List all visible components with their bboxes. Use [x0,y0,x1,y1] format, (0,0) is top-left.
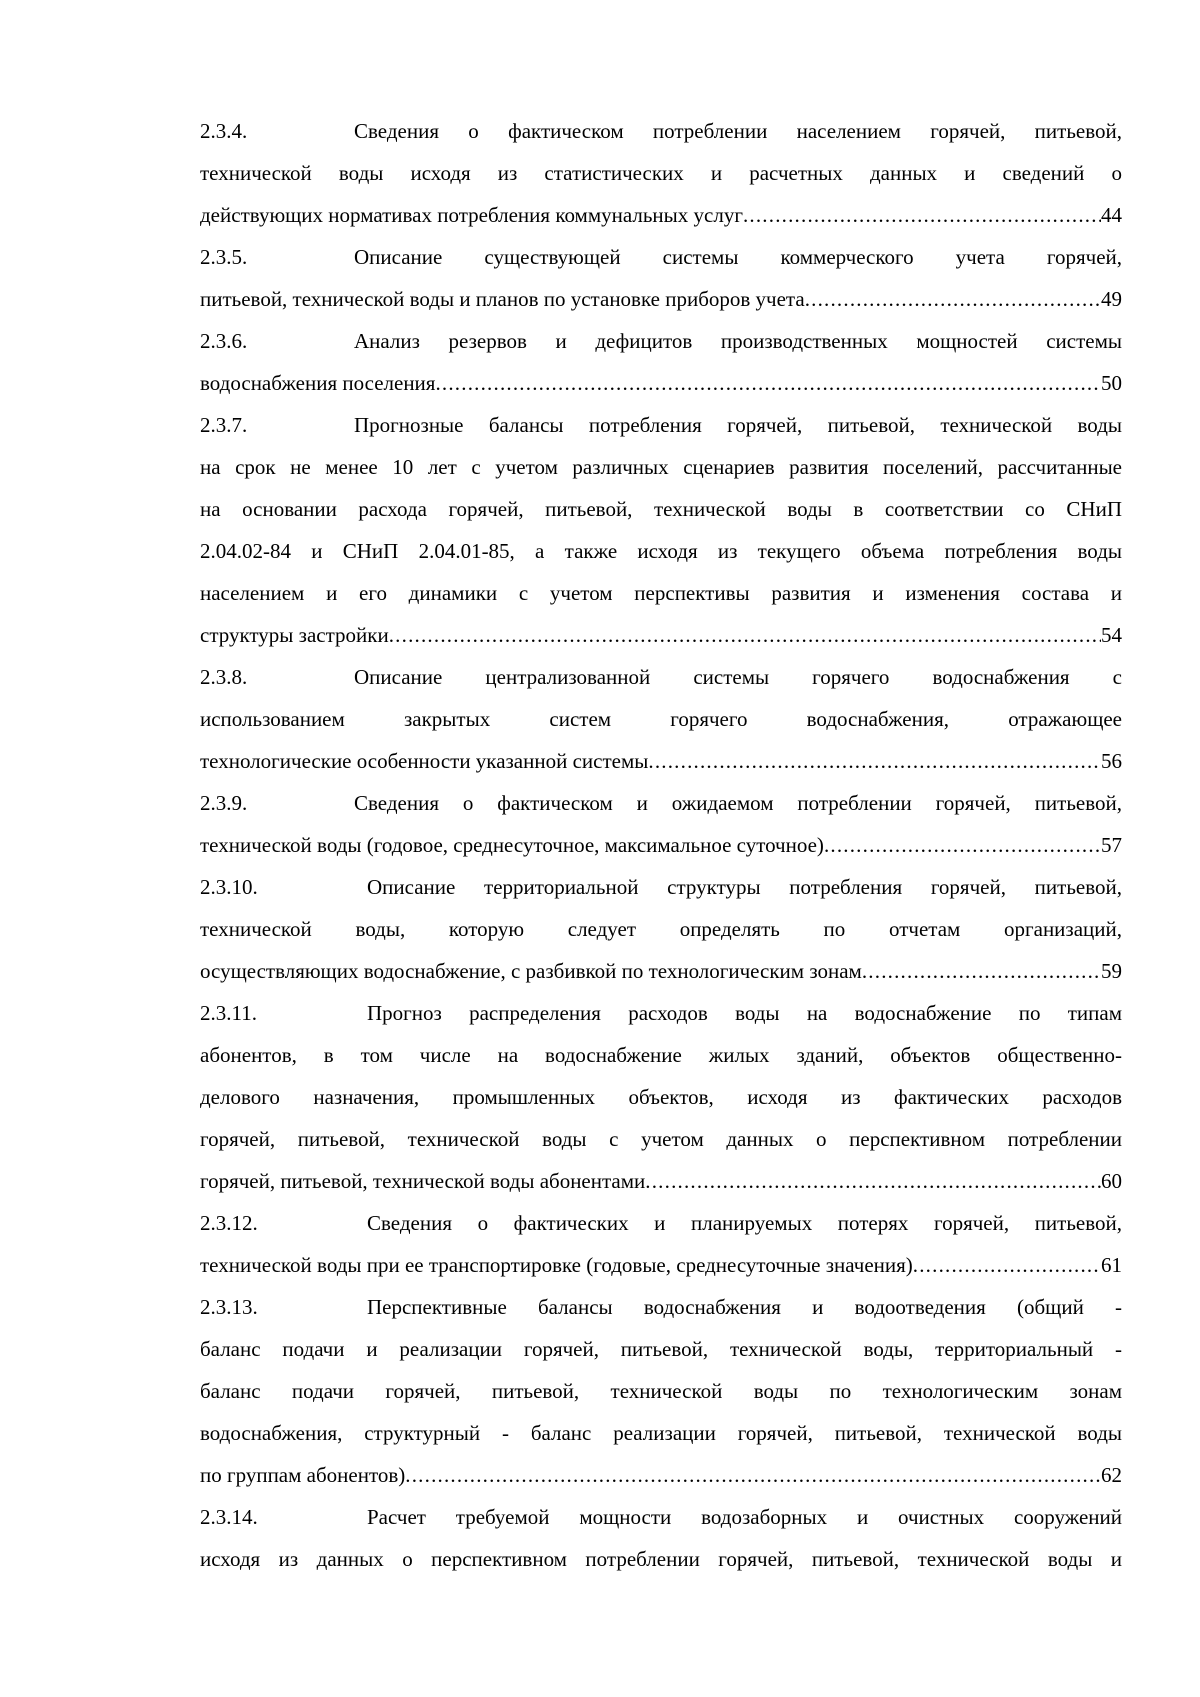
toc-entry-page-number[interactable]: 54 [1101,623,1122,647]
toc-entry-first-line [200,404,1122,446]
toc-entry[interactable] [200,656,1122,782]
toc-entry-last-line [200,950,1122,992]
toc-entry-page-number[interactable]: 56 [1101,749,1122,773]
toc-entry-first-line [200,236,1122,278]
toc-entry-title-text: делового назначения, промышленных объектов, исходя из фактических расходов [200,1085,1122,1109]
toc-entry-title-text: баланс подачи и реализации горячей, питьевой, технической воды, территориальный - [200,1337,1122,1361]
toc-entry-title-text: Описание территориальной структуры потребления горячей, питьевой, [367,875,1122,899]
toc-entry[interactable] [200,404,1122,656]
dot-leader [805,278,1101,320]
dot-leader [648,740,1101,782]
toc-entry-title-text: действующих нормативах потребления коммунальных услуг [200,203,743,227]
toc-entry-number: 2.3.9. [200,791,248,815]
toc-entry[interactable] [200,1286,1122,1496]
toc-entry-title-text: водоснабжения, структурный - баланс реализации горячей, питьевой, технической воды [200,1421,1122,1445]
toc-entry-number: 2.3.13. [200,1295,258,1319]
toc-entry-title-text: осуществляющих водоснабжение, с разбивкой по технологическим зонам [200,959,862,983]
toc-entry-last-line [200,740,1122,782]
toc-entry-title-text: Сведения о фактическом и ожидаемом потреблении горячей, питьевой, [354,791,1122,815]
toc-entry-title-text: исходя из данных о перспективном потреблении горячей, питьевой, технической воды и [200,1547,1122,1571]
toc-entry-title-text: Описание существующей системы коммерческого учета горячей, [354,245,1122,269]
toc-entry-title-text: абонентов, в том числе на водоснабжение жилых зданий, объектов общественно- [200,1043,1122,1067]
toc-entry-title-text: Прогнозные балансы потребления горячей, питьевой, технической воды [354,413,1122,437]
toc-entry-first-line [200,1286,1122,1328]
toc-entry-title-text: на срок не менее 10 лет с учетом различных сценариев развития поселений, рассчитанные [200,455,1122,479]
toc-entry-title-text: на основании расхода горячей, питьевой, технической воды в соответствии со СНиП [200,497,1122,521]
toc-entry-number: 2.3.5. [200,245,248,269]
toc-entry-title-text: технологические особенности указанной системы [200,749,649,773]
toc-entry[interactable] [200,1202,1122,1286]
toc-entry-title-text: горячей, питьевой, технической воды с учетом данных о перспективном потреблении [200,1127,1122,1151]
toc-entry-last-line [200,362,1122,404]
toc-entry-title-text: структуры застройки [200,623,389,647]
toc-entry-page-number[interactable]: 62 [1101,1463,1122,1487]
toc-entry[interactable] [200,866,1122,992]
toc-entry-title-text: по группам абонентов) [200,1463,406,1487]
table-of-contents [200,110,1122,1580]
toc-entry-title-text: Перспективные балансы водоснабжения и водоотведения (общий - [367,1295,1122,1319]
toc-entry-title-text: Описание централизованной системы горячего водоснабжения с [354,665,1122,689]
dot-leader [824,824,1101,866]
toc-entry-last-line [200,1454,1122,1496]
dot-leader [405,1454,1101,1496]
toc-entry-last-line [200,278,1122,320]
toc-entry[interactable] [200,992,1122,1202]
toc-entry-first-line [200,1496,1122,1538]
toc-entry-title-text: водоснабжения поселения [200,371,436,395]
toc-entry-title-text: 2.04.02-84 и СНиП 2.04.01-85, а также исходя из текущего объема потребления воды [200,539,1122,563]
toc-entry-first-line [200,320,1122,362]
toc-entry-title-text: технической воды исходя из статистических и расчетных данных и сведений о [200,161,1122,185]
toc-entry-page-number[interactable]: 57 [1101,833,1122,857]
toc-entry-page-number[interactable]: 60 [1101,1169,1122,1193]
toc-entry-number: 2.3.10. [200,875,258,899]
toc-entry-first-line [200,110,1122,152]
dot-leader [913,1244,1101,1286]
toc-entry[interactable] [200,110,1122,236]
toc-entry-page-number[interactable]: 50 [1101,371,1122,395]
toc-entry-last-line [200,1244,1122,1286]
toc-entry-page-number[interactable]: 59 [1101,959,1122,983]
toc-entry-number: 2.3.14. [200,1505,258,1529]
toc-entry-last-line [200,194,1122,236]
toc-entry-title-text: Расчет требуемой мощности водозаборных и очистных сооружений [367,1505,1122,1529]
toc-entry-page-number[interactable]: 44 [1101,203,1122,227]
toc-entry-last-line [200,614,1122,656]
toc-entry-number: 2.3.8. [200,665,248,689]
toc-entry-title-text: технической воды, которую следует определять по отчетам организаций, [200,917,1122,941]
dot-leader [645,1160,1101,1202]
dot-leader [435,362,1101,404]
toc-entry-title-text: Сведения о фактическом потреблении населением горячей, питьевой, [354,119,1122,143]
toc-entry-first-line [200,656,1122,698]
toc-entry-title-text: технической воды при ее транспортировке (годовые, среднесуточные значения) [200,1253,913,1277]
toc-entry-number: 2.3.12. [200,1211,258,1235]
toc-entry-number: 2.3.6. [200,329,248,353]
toc-entry[interactable] [200,236,1122,320]
toc-entry[interactable] [200,320,1122,404]
toc-entry-first-line [200,992,1122,1034]
toc-entry-number: 2.3.11. [200,1001,257,1025]
toc-entry-last-line [200,1160,1122,1202]
toc-entry-title-text: горячей, питьевой, технической воды абонентами [200,1169,646,1193]
toc-entry-title-text: Сведения о фактических и планируемых потерях горячей, питьевой, [367,1211,1122,1235]
toc-entry[interactable] [200,1496,1122,1580]
toc-entry-title-text: Анализ резервов и дефицитов производственных мощностей системы [354,329,1122,353]
toc-entry-last-line [200,824,1122,866]
toc-entry-first-line [200,782,1122,824]
toc-entry-title-text: технической воды (годовое, среднесуточное, максимальное суточное) [200,833,824,857]
toc-entry-number: 2.3.7. [200,413,248,437]
toc-entry-title-text: баланс подачи горячей, питьевой, технической воды по технологическим зонам [200,1379,1122,1403]
toc-entry[interactable] [200,782,1122,866]
toc-entry-number: 2.3.4. [200,119,248,143]
toc-entry-title-text: питьевой, технической воды и планов по установке приборов учета [200,287,805,311]
toc-entry-first-line [200,866,1122,908]
dot-leader [743,194,1101,236]
toc-entry-first-line [200,1202,1122,1244]
toc-entry-title-text: использованием закрытых систем горячего водоснабжения, отражающее [200,707,1122,731]
toc-entry-title-text: населением и его динамики с учетом перспективы развития и изменения состава и [200,581,1122,605]
toc-entry-page-number[interactable]: 61 [1101,1253,1122,1277]
toc-entry-title-text: Прогноз распределения расходов воды на водоснабжение по типам [367,1001,1122,1025]
dot-leader [862,950,1101,992]
dot-leader [389,614,1101,656]
toc-entry-page-number[interactable]: 49 [1101,287,1122,311]
